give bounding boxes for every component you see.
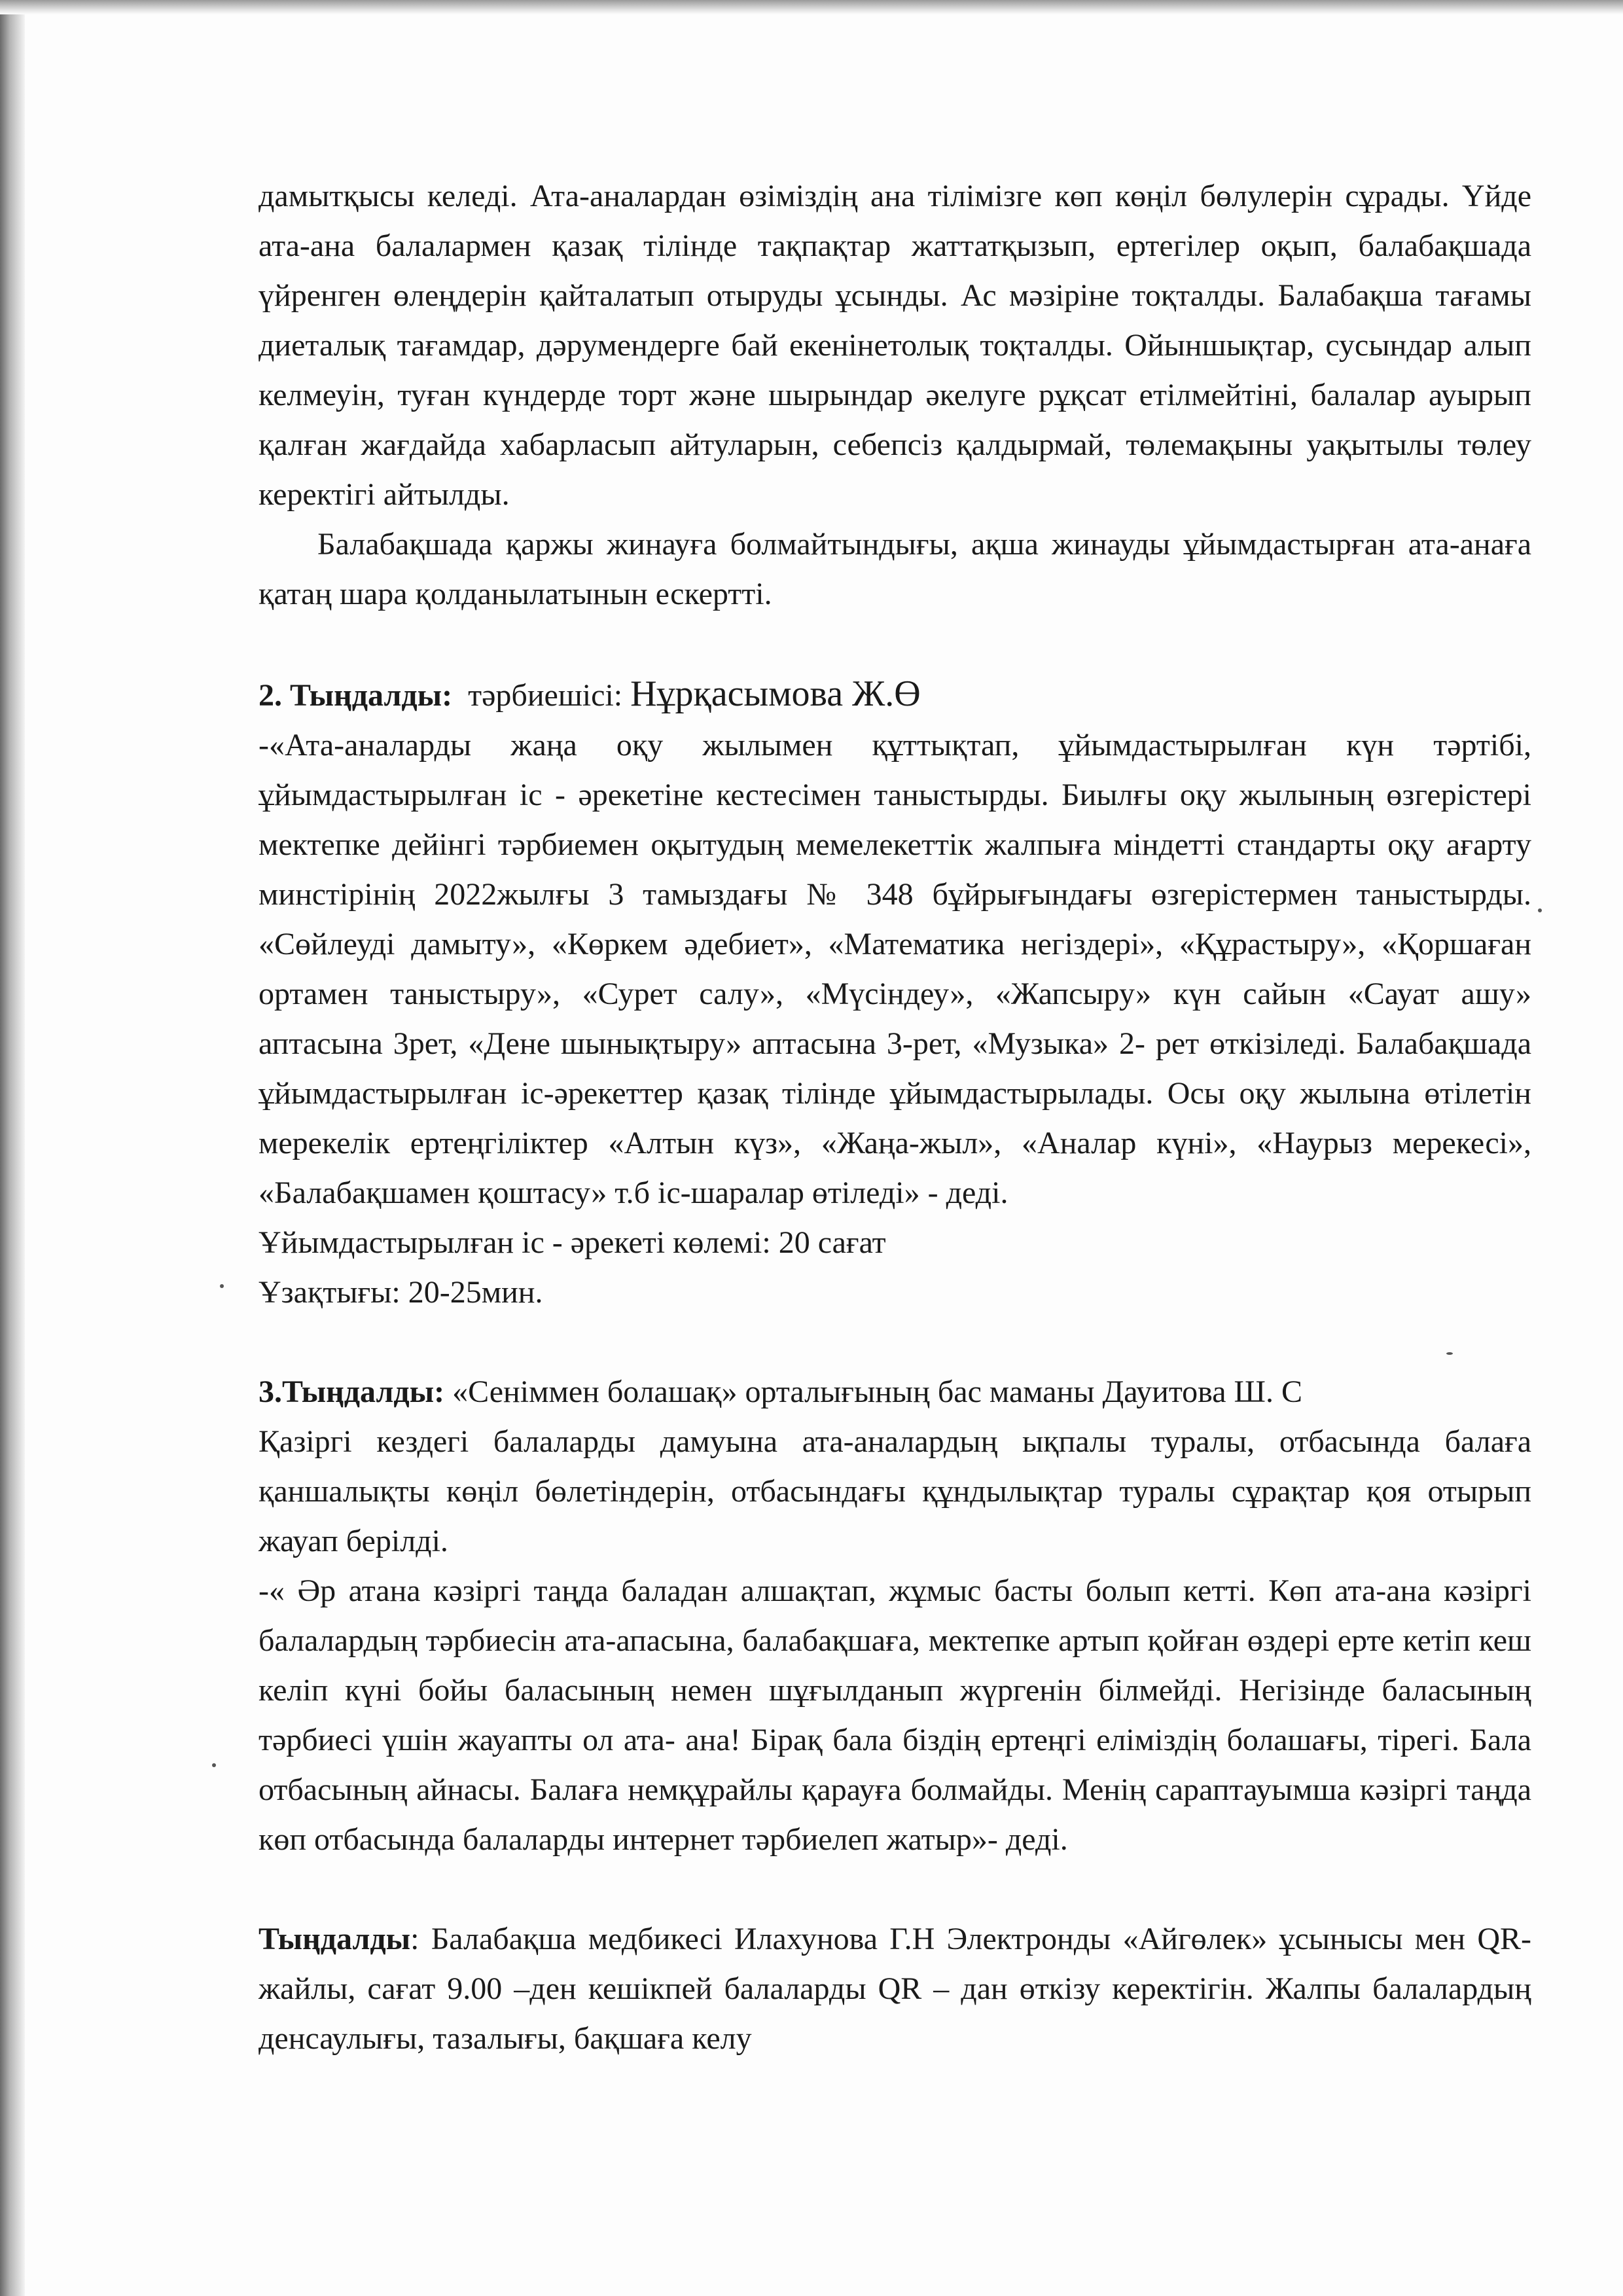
scan-speck [212, 1763, 216, 1767]
section-2-speaker-role: тәрбиешісі: [468, 678, 623, 713]
section-2-volume: Ұйымдастырылған іс - әрекеті көлемі: 20 сағат [259, 1225, 886, 1260]
scan-speck [220, 1284, 224, 1288]
section-2-heading: 2. Тыңдалды: [259, 678, 453, 713]
section-3-body-2: -« Әр атана кәзіргі таңда баладан алшақтап, жұмыс басты болып кетті. Көп ата-ана кәзіргі балалардың тәрбиесін ата-апасына, балабақшаға, мектепке артып қойған өздері ерте кетіп кеш келіп күні бойы баласының немен шұғылданып жүргенін білмейді. Негізінде баласының тәрбиесі үшін жауапты ол ата- ана! Бірақ бала біздің ертеңгі еліміздің болашағы, тірегі. Бала отбасының айнасы. Балаға немқұрайлы қарауға болмайды. Менің сараптауымша кәзіргі таңда көп отбасында балаларды интернет тәрбиелеп жатыр»- деді. [259, 1573, 1531, 1857]
section-4-body: : Балабақша медбикесі Илахунова Г.Н Электронды «Айгөлек» ұсынысы мен QR- жайлы, сағат 9.00 –ден кешікпей балаларды QR – дан өткізу керектігін. Жалпы балалардың денсаулығы, тазалығы, бақшаға келу [259, 1922, 1531, 2056]
spacer [259, 619, 1531, 669]
section-3-heading-line [259, 1367, 1531, 1417]
warning-paragraph: Балабақшада қаржы жинауға болмайтындығы, ақша жинауды ұйымдастырған ата-анаға қатаң шара қолданылатынын ескертті. [259, 527, 1531, 611]
spacer [259, 1318, 1531, 1367]
spacer [259, 1865, 1531, 1914]
intro-paragraph: дамытқысы келеді. Ата-аналардан өзіміздің ана тілімізге көп көңіл бөлулерін сұрады. Үйде ата-ана балалармен қазақ тілінде тақпақтар жаттатқызып, ертегілер оқып, балабақшада үйренген өлеңдерін қайталатып отыруды ұсынды. Ас мәзіріне тоқталды. Балабақша тағамы диеталық тағамдар, дәрумендерге бай екенінетолық тоқталды. Ойыншықтар, сусындар алып келмеуін, туған күндерде торт және шырындар әкелуге рұқсат етілмейтіні, балалар ауырып қалған жағдайда хабарласып айтуларын, себепсіз қалдырмай, төлемақыны уақытылы төлеу керектігі айтылды. [259, 179, 1531, 512]
section-2-duration: Ұзақтығы: 20-25мин. [259, 1275, 543, 1310]
section-4-heading: Тыңдалды [259, 1922, 411, 1956]
section-2-body: -«Ата-аналарды жаңа оқу жылымен құттықтап, ұйымдастырылған күн тәртібі, ұйымдастырылған іс - әрекетіне кестесімен таныстырды. Биылғы оқу жылының өзгерістері мектепке дейінгі тәрбиемен оқытудың мемелекеттік жалпыға міндетті стандарты оқу ағарту минстірінің 2022жылғы 3 тамыздағы № 348 бұйрығындағы өзгерістермен таныстырды. «Сөйлеуді дамыту», «Көркем әдебиет», «Математика негіздері», «Құрастыру», «Қоршаған ортамен таныстыру», «Сурет салу», «Мүсіндеу», «Жапсыру» күн сайын «Сауат ашу» аптасына 3рет, «Дене шынықтыру» аптасына 3-рет, «Музыка» 2- рет өткізіледі. Балабақшада ұйымдастырылған іс-әрекеттер қазақ тілінде ұйымдастырылады. Осы оқу жылына өтілетін мерекелік ертеңгіліктер «Алтын күз», «Жаңа-жыл», «Аналар күні», «Наурыз мерекесі», «Балабақшамен қоштасу» т.б іс-шаралар өтіледі» - деді. [259, 728, 1531, 1210]
section-3-speaker: «Сеніммен болашақ» орталығының бас маманы Дауитова Ш. С [452, 1374, 1302, 1409]
document-body [259, 171, 1531, 2064]
section-2-speaker-name: Нұрқасымова Ж.Ө [630, 673, 921, 714]
scan-top-shadow [0, 0, 1623, 14]
section-3-heading: 3.Тыңдалды: [259, 1374, 445, 1409]
section-2-heading-line [259, 669, 1531, 721]
section-3-body-1: Қазіргі кездегі балаларды дамуына ата-аналардың ықпалы туралы, отбасында балаға қаншалықты көңіл бөлетіндерін, отбасындағы құндылықтар туралы сұрақтар қоя отырып жауап берілді. [259, 1424, 1531, 1558]
scan-speck [1538, 908, 1542, 912]
scan-edge-shadow [0, 0, 25, 2296]
section-4-paragraph [259, 1914, 1531, 2064]
